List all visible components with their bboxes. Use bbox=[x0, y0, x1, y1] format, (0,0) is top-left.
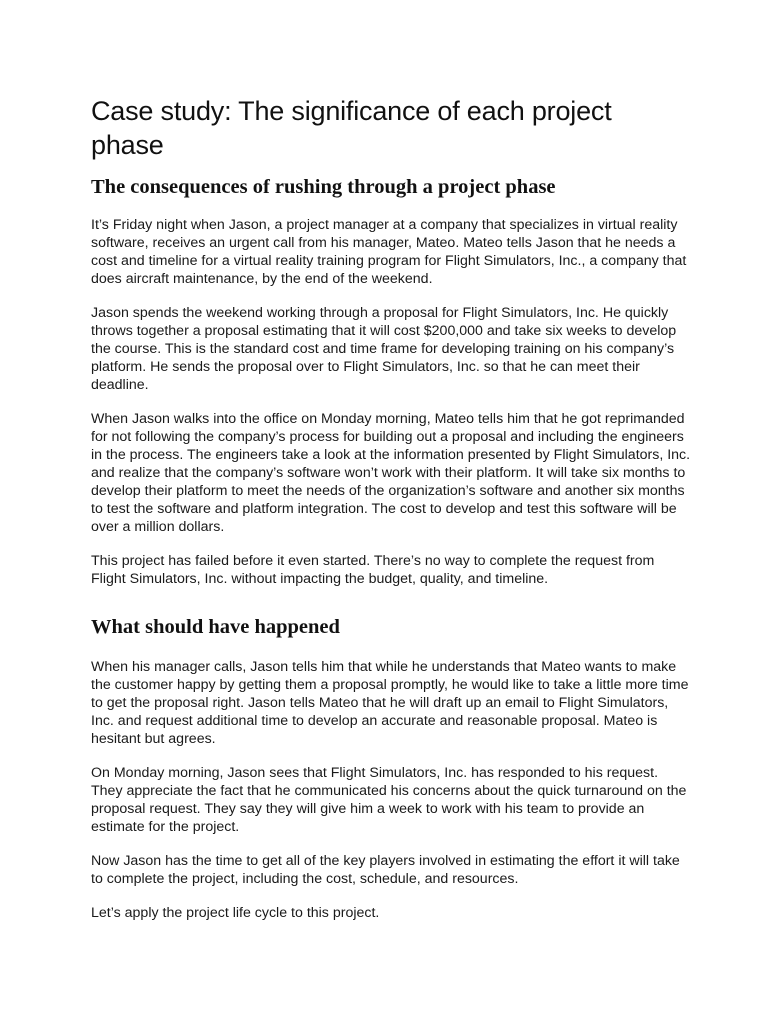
section-heading-consequences: The consequences of rushing through a project phase bbox=[91, 176, 556, 198]
paragraph: Jason spends the weekend working through a proposal for Flight Simulators, Inc. He quickly throws together a proposal estimating that it will cost $200,000 and take six weeks to develop the course. This is the standard cost and time frame for developing training on his company’s platform. He sends the proposal over to Flight Simulators, Inc. so that he can meet their deadline. bbox=[91, 305, 677, 393]
paragraph: This project has failed before it even started. There’s no way to complete the request from Flight Simulators, Inc. without impacting the budget, quality, and timeline. bbox=[91, 553, 655, 587]
document-page bbox=[91, 94, 691, 922]
paragraph: On Monday morning, Jason sees that Flight Simulators, Inc. has responded to his request. They appreciate the fact that he communicated his concerns about the quick turnaround on the proposal request. They say they will give him a week to work with his team to provide an estimate for the project. bbox=[91, 765, 687, 835]
paragraph: When Jason walks into the office on Monday morning, Mateo tells him that he got reprimanded for not following the company’s process for building out a proposal and including the engineers in the process. The engineers take a look at the information presented by Flight Simulators, Inc. and realize that the company’s software won’t work with their platform. It will take six months to develop their platform to meet the needs of the organization’s software and another six months to test the software and platform integration. The cost to develop and test this software will be over a million dollars. bbox=[91, 411, 691, 535]
document-title: Case study: The significance of each project phase bbox=[91, 96, 612, 160]
paragraph: When his manager calls, Jason tells him that while he understands that Mateo wants to make the customer happy by getting them a proposal promptly, he would like to take a little more time to get the proposal right. Jason tells Mateo that he will draft up an email to Flight Simulators, Inc. and request additional time to develop an accurate and reasonable proposal. Mateo is hesitant but agrees. bbox=[91, 659, 689, 747]
section-heading-what-should-have-happened: What should have happened bbox=[91, 616, 340, 638]
paragraph: Now Jason has the time to get all of the key players involved in estimating the effort it will take to complete the project, including the cost, schedule, and resources. bbox=[91, 853, 680, 887]
paragraph: Let’s apply the project life cycle to this project. bbox=[91, 905, 380, 921]
paragraph: It’s Friday night when Jason, a project manager at a company that specializes in virtual reality software, receives an urgent call from his manager, Mateo. Mateo tells Jason that he needs a cost and timeline for a virtual reality training program for Flight Simulators, Inc., a company that does aircraft maintenance, by the end of the weekend. bbox=[91, 217, 687, 287]
